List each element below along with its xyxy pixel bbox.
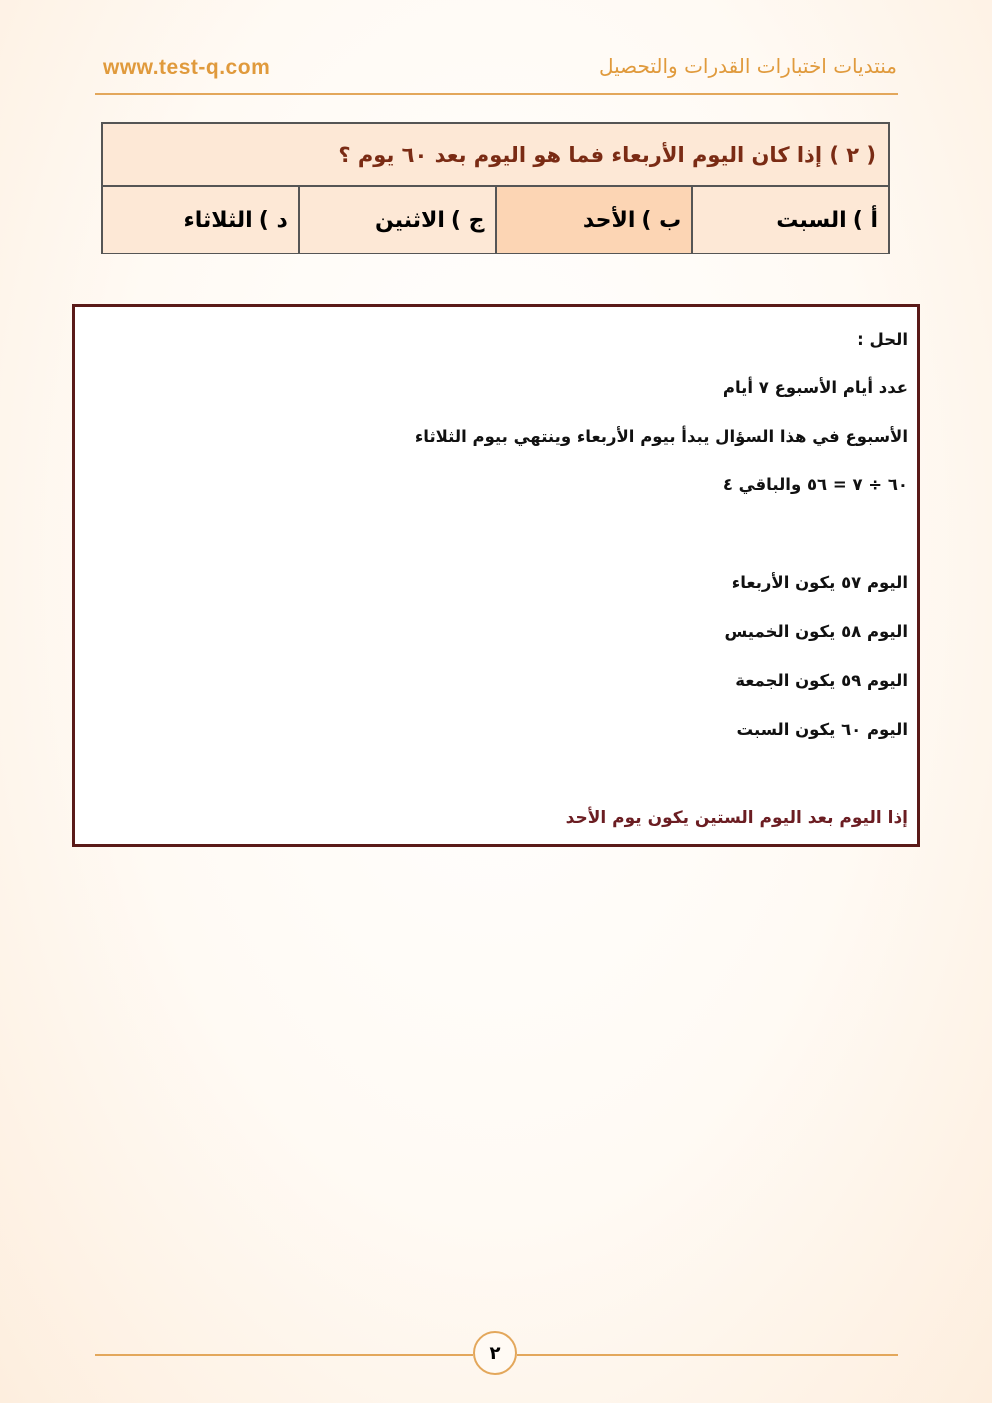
option-letter: د ) [258,207,288,233]
option-d[interactable] [103,187,298,253]
option-c[interactable] [298,187,495,253]
option-label: السبت [776,207,847,233]
option-b[interactable] [495,187,692,253]
site-title: منتديات اختبارات القدرات والتحصيل [598,54,897,78]
header-divider [95,93,898,95]
question-table [101,122,890,254]
question-text: ( ٢ ) إذا كان اليوم الأربعاء فما هو اليوم بعد ٦٠ يوم ؟ [338,142,876,167]
solution-line: عدد أيام الأسبوع ٧ أيام [722,378,908,397]
question-row [103,124,888,187]
solution-line: ٦٠ ÷ ٧ = ٥٦ والباقي ٤ [722,475,908,494]
solution-conclusion: إذا اليوم بعد اليوم الستين يكون يوم الأحد [565,808,908,828]
solution-line: اليوم ٥٧ يكون الأربعاء [731,573,908,592]
page-number-text: ٢ [489,1342,501,1364]
solution-line: الأسبوع في هذا السؤال يبدأ بيوم الأربعاء وينتهي بيوم الثلاثاء [414,427,908,446]
solution-line: اليوم ٥٩ يكون الجمعة [735,671,908,690]
option-letter: ج ) [450,207,485,233]
option-letter: ب ) [641,207,682,233]
option-a[interactable] [691,187,888,253]
option-label: الاثنين [374,207,445,233]
page-number [473,1331,517,1375]
solution-box [72,304,920,847]
option-letter: أ ) [852,207,878,233]
options-row [103,187,888,253]
site-url: www.test-q.com [103,56,271,79]
footer-divider-right [517,1354,898,1356]
solution-line: اليوم ٦٠ يكون السبت [736,720,908,739]
footer-divider-left [95,1354,473,1356]
solution-heading: الحل : [857,330,908,349]
option-label: الثلاثاء [183,207,253,233]
solution-line: اليوم ٥٨ يكون الخميس [724,622,908,641]
option-label: الأحد [582,207,636,233]
